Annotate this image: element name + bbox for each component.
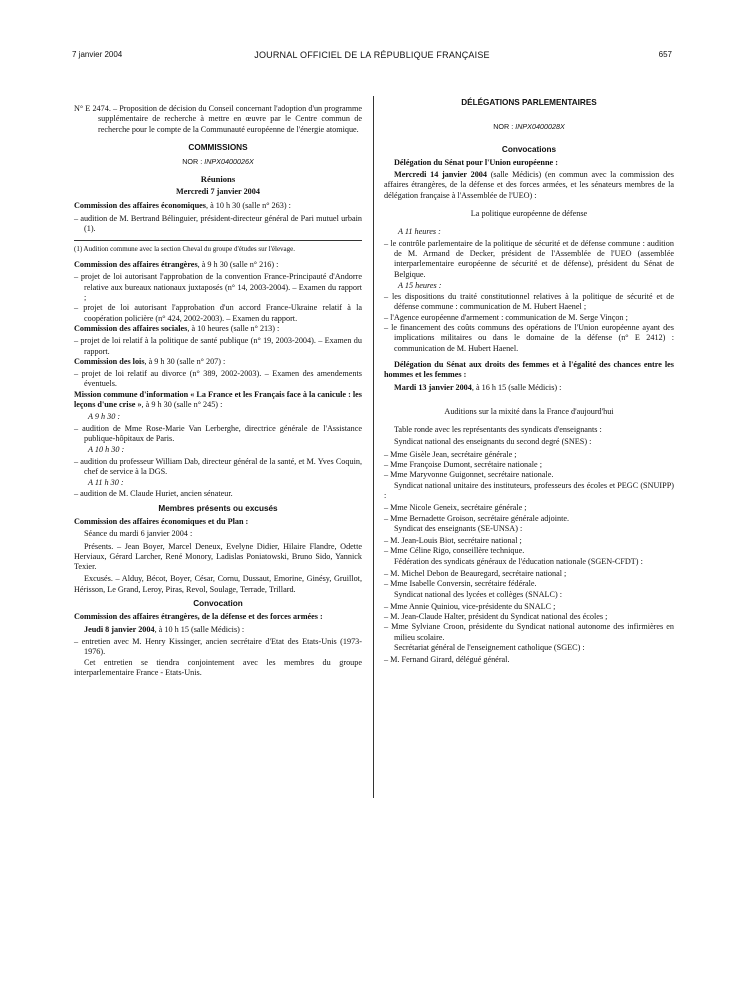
commission-name: Mission commune d'information « La France et les Français face à la canicule : les leçons d'une crise » <box>74 389 362 410</box>
person-item: – Mme Maryvonne Guigonnet, secrétaire nationale. <box>384 470 554 480</box>
person-item: – Mme Annie Quiniou, vice-présidente du SNALC ; <box>384 601 556 611</box>
commission-time: , à 9 h 30 (salle n° 245) : <box>141 400 223 410</box>
person-item: – Mme Françoise Dumont, secrétaire nationale ; <box>384 460 543 470</box>
person-item: – M. Jean-Louis Biot, secrétaire national ; <box>384 536 522 546</box>
commission-entry <box>74 324 362 334</box>
section-title-delegations: DÉLÉGATIONS PARLEMENTAIRES <box>461 98 597 107</box>
table-ronde-line: Table ronde avec les représentants des syndicats d'enseignants : <box>394 425 602 435</box>
intro-paragraph: N° E 2474. – Proposition de décision du Conseil concernant l'adoption d'un programme supplémentaire de recherche à mettre en œuvre par le Centre commun de recherche pour le compte de la Communauté européenne de l'énergie atomique. <box>74 104 362 134</box>
subheading-membres: Membres présents ou excusés <box>158 503 278 513</box>
commission-name: Commission des affaires économiques et du Plan : <box>74 516 249 526</box>
meeting-date: Mercredi 7 janvier 2004 <box>176 186 260 196</box>
commission-name: Commission des affaires étrangères, de la défense et des forces armées : <box>74 612 323 622</box>
subheading-convocation: Convocation <box>193 599 243 609</box>
meeting-details: , à 16 h 15 (salle Médicis) : <box>471 382 562 392</box>
meeting-details: (salle Médicis) (en commun avec la commission des affaires étrangères, de la défense et des forces armées, et les sénateurs membres de la délégation française à l'Assemblée de l'UEO) : <box>384 170 674 200</box>
person-item: – Mme Isabelle Conversin, secrétaire fédérale. <box>384 579 537 589</box>
agenda-item: – projet de loi relatif au divorce (n° 389, 2002-2003). – Examen des amendements éventuels. <box>74 369 362 389</box>
right-column <box>384 96 674 666</box>
agenda-item: – le financement des coûts communs des opérations de l'Union européenne ayant des implications militaires ou dans le domaine de la défense (n° E 2412) : communication de M. Hubert Haenel. <box>384 323 674 353</box>
meeting-topic: Auditions sur la mixité dans la France d'aujourd'hui <box>444 406 614 416</box>
commission-time: , à 10 h 30 (salle n° 263) : <box>205 201 291 211</box>
time-slot: A 11 heures : <box>398 227 441 237</box>
person-item: – Mme Bernadette Groison, secrétaire générale adjointe. <box>384 513 570 523</box>
agenda-item: – audition de Mme Rose-Marie Van Lerberghe, directrice générale de l'Assistance publique-hôpitaux de Paris. <box>74 423 362 443</box>
commission-entry <box>74 390 362 411</box>
excuses-list: Excusés. – Alduy, Bécot, Boyer, César, Cornu, Dussaut, Emorine, Ginésy, Gruillot, Hérisson, Le Grand, Leroy, Piras, Revol, Soulage, Terrade, Trillard. <box>74 574 362 594</box>
commission-name: Commission des affaires étrangères <box>74 260 198 270</box>
header-date: 7 janvier 2004 <box>72 50 123 59</box>
agenda-item: – entretien avec M. Henry Kissinger, ancien secrétaire d'Etat des Etats-Unis (1973-1976). <box>74 636 362 657</box>
subheading-reunions: Réunions <box>200 173 236 184</box>
left-column <box>74 96 362 680</box>
person-item: – M. Fernand Girard, délégué général. <box>384 655 510 665</box>
note-paragraph: Cet entretien se tiendra conjointement avec les membres du groupe interparlementaire France - Etats-Unis. <box>74 657 362 677</box>
person-item: – Mme Sylviane Croon, présidente du Syndicat national autonome des infirmières en milieu scolaire. <box>384 622 674 642</box>
agenda-item: – projet de loi relatif à la politique de santé publique (n° 19, 2003-2004). – Examen du rapport. <box>74 336 362 356</box>
agenda-item: – l'Agence européenne d'armement : communication de M. Serge Vinçon ; <box>384 312 628 322</box>
person-item: – Mme Gisèle Jean, secrétaire générale ; <box>384 449 517 459</box>
person-item: – M. Michel Debon de Beauregard, secrétaire national ; <box>384 568 567 578</box>
meeting-topic: La politique européenne de défense <box>470 209 588 219</box>
nor-code: INPX0400028X <box>515 122 565 132</box>
nor-code: INPX0400026X <box>204 157 254 167</box>
delegation-meeting <box>384 170 674 201</box>
person-item: – Mme Nicole Geneix, secrétaire générale ; <box>384 503 527 513</box>
time-slot: A 10 h 30 : <box>88 445 125 455</box>
commission-name: Commission des lois <box>74 356 145 366</box>
agenda-item: – le contrôle parlementaire de la politique de sécurité et de défense commune : audition de M. Armand de Decker, président de l'Assemblée de l'UEO (assemblée interparlementaire européenne de sécurité et de défense), président du Sénat de Belgique. <box>384 238 674 279</box>
column-divider <box>373 96 374 798</box>
meeting-date: Mercredi 14 janvier 2004 <box>394 170 487 180</box>
union-name: Syndicat national unitaire des instituteurs, professeurs des écoles et PEGC (SNUIPP) : <box>384 480 674 500</box>
union-name: Syndicat des enseignants (SE-UNSA) : <box>394 523 523 533</box>
nor-reference <box>384 122 674 132</box>
agenda-item: – les dispositions du traité constitutionnel relatives à la politique de sécurité et de défense commune : communication de M. Hubert Haenel ; <box>384 292 674 312</box>
agenda-item: – audition de M. Bertrand Bélinguier, président-directeur général de Pari mutuel urbain (1). <box>74 213 362 233</box>
section-title-commissions: COMMISSIONS <box>188 143 248 153</box>
commission-name: Commission des affaires économiques <box>74 201 206 211</box>
commission-time: , à 9 h 30 (salle n° 216) : <box>197 260 279 270</box>
presents-list: Présents. – Jean Boyer, Marcel Deneux, Evelyne Didier, Hilaire Flandre, Odette Herviaux, Gérard Larcher, René Monory, Ladislas Poniatowski, Bruno Sido, Yannick Texier. <box>74 541 362 572</box>
page-header <box>72 50 672 64</box>
subheading-convocations: Convocations <box>501 144 557 154</box>
meeting-date: Mardi 13 janvier 2004 <box>394 382 472 392</box>
agenda-item: – projet de loi autorisant l'approbation de la convention France-Principauté d'Andorre relative aux bureaux nationaux juxtaposés (n° 14, 2003-2004). – Examen du rapport ; <box>74 272 362 303</box>
union-name: Fédération des syndicats généraux de l'éducation nationale (SGEN-CFDT) : <box>394 556 643 566</box>
union-name: Secrétariat général de l'enseignement catholique (SGEC) : <box>394 643 585 653</box>
commission-time: , à 10 heures (salle n° 213) : <box>187 323 280 333</box>
agenda-item: – audition de M. Claude Huriet, ancien sénateur. <box>74 489 233 499</box>
delegation-name: Délégation du Sénat aux droits des femmes et à l'égalité des chances entre les hommes et les femmes : <box>384 359 674 380</box>
commission-time: , à 9 h 30 (salle n° 207) : <box>144 356 226 366</box>
seance-line: Séance du mardi 6 janvier 2004 : <box>84 529 193 539</box>
nor-label: NOR : <box>182 157 205 167</box>
time-slot: A 11 h 30 : <box>88 478 124 488</box>
time-slot: A 15 heures : <box>398 280 442 290</box>
commission-entry <box>74 201 362 211</box>
footnote-rule <box>74 240 362 241</box>
nor-reference <box>74 157 362 167</box>
nor-label: NOR : <box>493 122 516 132</box>
union-name: Syndicat national des lycées et collèges (SNALC) : <box>394 589 563 599</box>
agenda-item: – audition du professeur William Dab, directeur général de la santé, et M. Yves Coquin, chef de service à la DGS. <box>74 456 362 476</box>
footnote: (1) Audition commune avec la section Cheval du groupe d'études sur l'élevage. <box>74 245 296 254</box>
commission-entry <box>74 357 362 367</box>
delegation-meeting <box>384 383 674 393</box>
delegation-name: Délégation du Sénat pour l'Union européenne : <box>394 157 558 167</box>
page-number: 657 <box>658 50 672 59</box>
journal-title: JOURNAL OFFICIEL DE LA RÉPUBLIQUE FRANÇAISE <box>254 50 490 60</box>
person-item: – M. Jean-Claude Halter, président du Syndicat national des écoles ; <box>384 612 608 622</box>
time-slot: A 9 h 30 : <box>88 412 121 422</box>
agenda-item: – projet de loi autorisant l'approbation d'un accord France-Ukraine relatif à la coopération policière (n° 424, 2002-2003). – Examen du rapport. <box>74 303 362 323</box>
union-name: Syndicat national des enseignants du second degré (SNES) : <box>394 437 592 447</box>
commission-entry <box>74 260 362 270</box>
meeting-time: , à 10 h 15 (salle Médicis) : <box>154 624 245 634</box>
meeting-date-line <box>74 625 362 635</box>
person-item: – Mme Céline Rigo, conseillère technique. <box>384 546 525 556</box>
commission-name: Commission des affaires sociales <box>74 323 188 333</box>
meeting-date: Jeudi 8 janvier 2004 <box>84 624 155 634</box>
